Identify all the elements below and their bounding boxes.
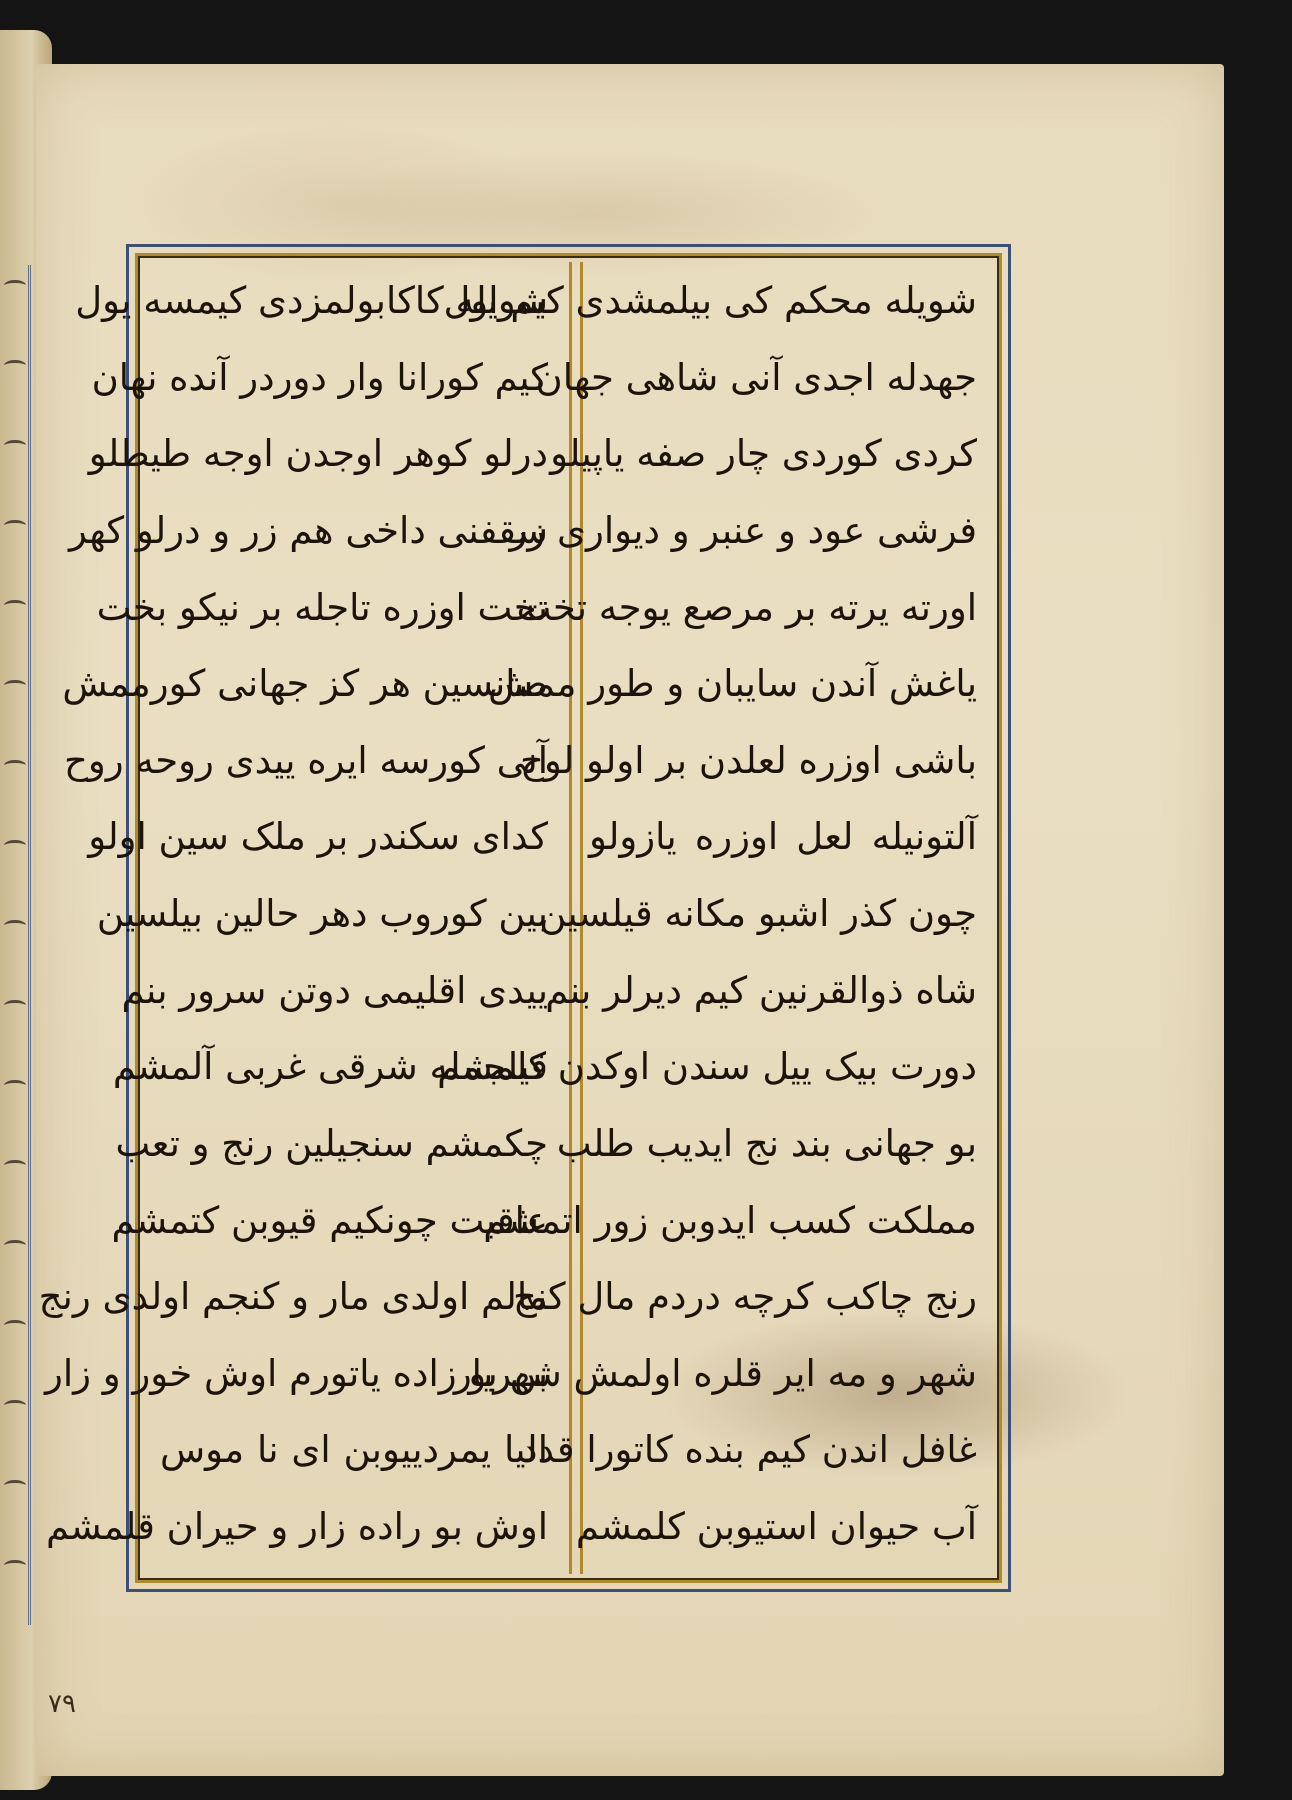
verse-line: صانسین هر کز جهانی کورممش: [62, 662, 548, 706]
verse-line: بن بو زاده یاتورم اوش خور و زار: [44, 1351, 548, 1395]
verse-line: کردی کوردی چار صفه یاپیلو: [550, 432, 977, 476]
verse-line: بین کوروب دهر حالین بیلسین: [96, 892, 548, 935]
facing-page-line: [4, 1240, 26, 1251]
facing-page-line: [4, 1080, 26, 1091]
facing-page-line: [4, 840, 26, 851]
manuscript-folio: [36, 64, 1224, 1776]
verse-line: چکمشم سنجیلین رنج و تعب: [115, 1121, 548, 1165]
facing-page-line: [4, 280, 26, 291]
verse-line: قیلجمله شرقی غربی آلمشم: [112, 1045, 548, 1089]
facing-page-line: [4, 1320, 26, 1331]
facing-page-line: [4, 1000, 26, 1011]
facing-page-line: [4, 1480, 26, 1491]
verse-line: درلو کوهر اوجدن اوجه طیطلو: [88, 432, 548, 476]
verse-line: رنج چاکب کرچه دردم مال کنج: [512, 1275, 977, 1319]
facing-page-line: [4, 600, 26, 611]
facing-page-line: [4, 520, 26, 531]
verse-line: تخت اوزره تاجله بر نیکو بخت: [96, 585, 548, 629]
verse-line: یاغش آندن سایبان و طور ممش: [488, 662, 977, 706]
facing-page-line: [4, 680, 26, 691]
facing-page-line: [4, 760, 26, 771]
facing-page-line: [4, 440, 26, 451]
verse-line: الیا یمردییوبن ای نا موس: [160, 1428, 548, 1472]
facing-page-line: [4, 1160, 26, 1171]
facing-page-line: [4, 1560, 26, 1571]
left-column: [38, 262, 564, 1574]
text-block-frame: [38, 244, 1011, 1592]
verse-line: غافل اندن کیم بنده کاتورا قدد: [520, 1428, 977, 1472]
verse-line: شویله محکم کی بیلمشدی کیم اول: [443, 279, 977, 322]
verse-line: بو جهانی بند نج ایدیب طلب: [556, 1121, 977, 1165]
verse-line: سقفنی داخی هم زر و درلو کهر: [68, 508, 548, 552]
facing-page-line: [4, 360, 26, 371]
verse-line: فرشی عود و عنبر و دیواری زر: [509, 508, 977, 552]
verse-line: کیم کورانا وار دوردر آنده نهان: [91, 355, 548, 399]
verse-line: شاه ذوالقرنین کیم دیرلر بنم: [545, 968, 977, 1012]
verse-line: جهدله اجدی آنی شاهی جهان: [535, 355, 977, 399]
verse-line: کدای سکندر بر ملک سین اولو: [88, 815, 548, 859]
facing-page-line: [4, 920, 26, 931]
verse-line: مملکت کسب ایدوبن زور اتمشم: [483, 1198, 977, 1242]
verse-line: آب حیوان استیوبن کلمشم: [575, 1505, 977, 1548]
facing-page-frame: [0, 265, 31, 1625]
verse-line: عاقبت چونکیم قیوبن کتمشم: [111, 1198, 548, 1242]
verse-line: شویله کاکابولمزدی کیمسه یول: [75, 279, 548, 322]
folio-number: ۷۹: [48, 1689, 76, 1719]
verse-line: آلتونیله لعل اوزره یازولو: [589, 815, 977, 859]
text-block-ruling: [38, 253, 1002, 1583]
facing-page-line: [4, 1400, 26, 1411]
verse-line: شهر و مه ایر قلره اولمش شهریار: [453, 1351, 977, 1395]
verse-line: اورته یرته بر مرصع یوجه تخت: [516, 585, 977, 629]
verse-line: اوش بو راده زار و حیران قلمشم: [45, 1505, 548, 1548]
verse-line: باشی اوزره لعلدن بر اولو لوح: [520, 738, 977, 782]
verse-line: دورت بیک ییل سندن اوکدن کلمشم: [437, 1045, 977, 1089]
verse-line: ییدی اقلیمی دوتن سرور بنم: [121, 968, 548, 1012]
right-column: [437, 262, 993, 1574]
verse-line: مالم اولدی مار و کنجم اولدی رنج: [38, 1275, 548, 1319]
verse-line: آنی کورسه ایره ییدی روحه روح: [64, 738, 548, 782]
verse-line: چون کذر اشبو مکانه قیلسین: [539, 892, 977, 935]
